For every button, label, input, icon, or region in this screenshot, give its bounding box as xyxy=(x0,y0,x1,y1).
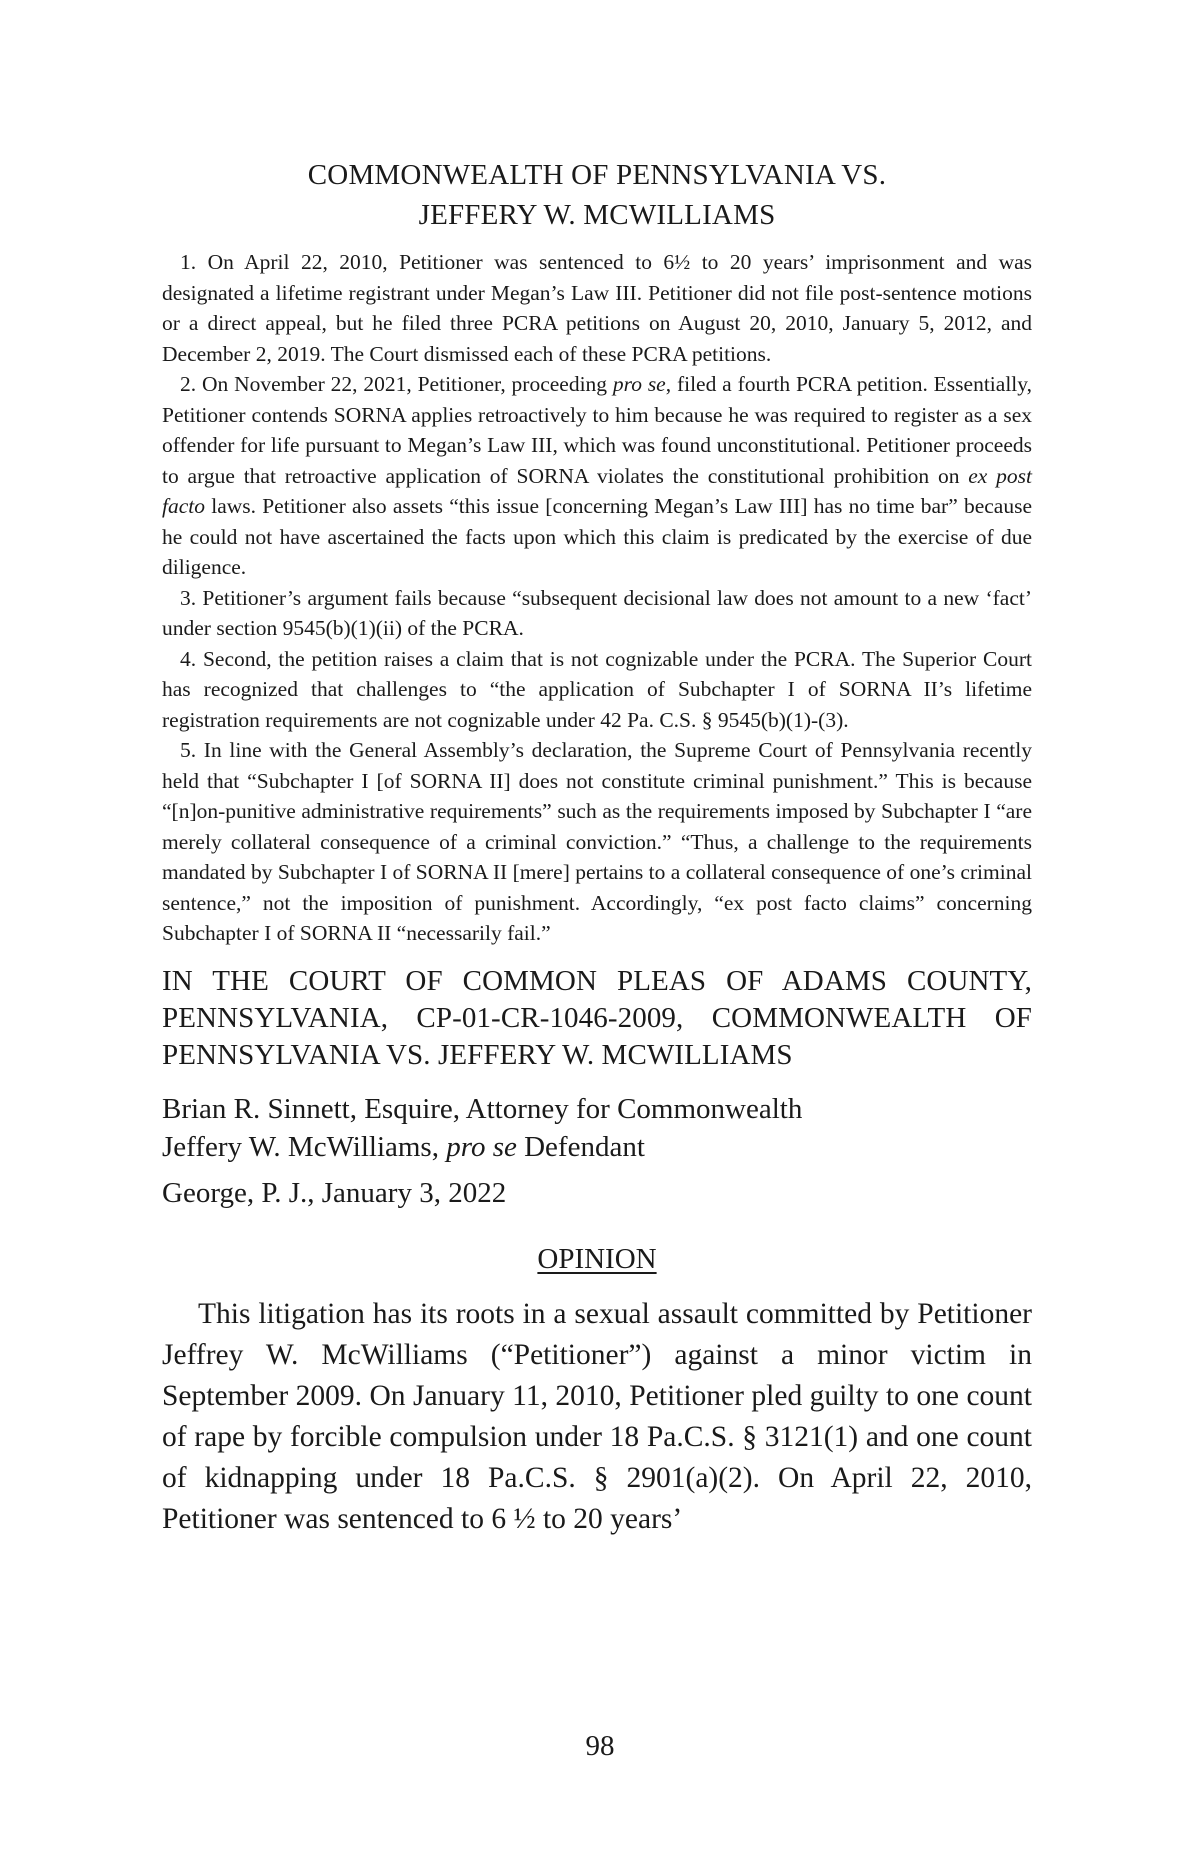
counsel-block xyxy=(162,1090,1032,1166)
headnotes xyxy=(162,247,1032,949)
headnote-text-run: Second, the petition raises a claim that is not cognizable under the PCRA. The Superior Court has recognized that challenges to “the application of Subchapter I of SORNA II’s lifetime registration requirements are not cognizable under 42 Pa. C.S. § 9545(b)(1)-(3). xyxy=(162,646,1033,732)
headnote-5 xyxy=(162,735,1032,949)
headnote-italic-run: pro se xyxy=(612,372,666,396)
running-head-line-1: COMMONWEALTH OF PENNSYLVANIA VS. xyxy=(307,159,887,191)
headnote-text-run: On April 22, 2010, Petitioner was sentenced to 6½ to 20 years’ imprisonment and was designated a lifetime registrant under Megan’s Law III. Petitioner did not file post-sentence motions or a direct appeal, but he filed three PCRA petitions on August 20, 2010, January 5, 2012, and December 2, 2019. The Court dismissed each of these PCRA petitions. xyxy=(162,250,1032,366)
headnote-text-run: Petitioner’s argument fails because “subsequent decisional law does not amount to a new ‘fact’ under section 9545(b)(1)(ii) of the PCRA. xyxy=(162,585,1033,640)
running-head xyxy=(162,155,1032,235)
pro-se-label: pro se xyxy=(446,1130,517,1163)
page-number: 98 xyxy=(585,1730,615,1762)
headnote-text-run: , filed a fourth PCRA petition. Essentially, Petitioner contends SORNA applies retroactively to him because he was required to register as a sex offender for life pursuant to Megan’s Law III, which was found unconstitutional. Petitioner proceeds to argue that retroactive application of SORNA violates the constitutional prohibition on xyxy=(162,372,1032,488)
judge-date-line: George, P. J., January 3, 2022 xyxy=(162,1176,507,1209)
case-caption: IN THE COURT OF COMMON PLEAS OF ADAMS COUNTY, PENNSYLVANIA, CP-01-CR-1046-2009, COMMONWEALTH OF PENNSYLVANIA VS. JEFFERY W. MCWILLIAMS xyxy=(162,964,1032,1071)
headnote-4 xyxy=(162,644,1032,736)
counsel-defendant xyxy=(162,1128,1032,1166)
headnote-italic-run: ex post facto xyxy=(162,463,1032,518)
counsel-commonwealth: Brian R. Sinnett, Esquire, Attorney for Commonwealth xyxy=(162,1092,803,1125)
defendant-role: Defendant xyxy=(516,1130,645,1163)
headnote-text-run: In line with the General Assembly’s declaration, the Supreme Court of Pennsylvania recently held that “Subchapter I [of SORNA II] does not constitute criminal punishment.” This is because “[n]on-punitive administrative requirements” such as the requirements imposed by Subchapter I “are merely collateral consequence of a criminal conviction.” “Thus, a challenge to the requirements mandated by Subchapter I of SORNA II [mere] pertains to a collateral consequence of one’s criminal sentence,” not the imposition of punishment. Accordingly, “ex post facto claims” concerning Subchapter I of SORNA II “necessarily fail.” xyxy=(162,738,1032,945)
headnote-text-run: On November 22, 2021, Petitioner, proceeding xyxy=(201,372,613,396)
opinion-heading xyxy=(162,1240,1032,1278)
headnote-number: 3. xyxy=(180,585,203,610)
document-page xyxy=(162,155,1032,1540)
headnote-number: 4. xyxy=(180,646,203,671)
running-head-line-2: JEFFERY W. MCWILLIAMS xyxy=(418,199,776,231)
headnote-text-run: laws. Petitioner also assets “this issue [concerning Megan’s Law III] has no time bar” because he could not have ascertained the facts upon which this claim is predicated by the exercise of due diligence. xyxy=(162,494,1032,579)
defendant-name: Jeffery W. McWilliams, xyxy=(162,1130,447,1163)
opinion-body-paragraph: This litigation has its roots in a sexual assault committed by Petitioner Jeffrey W. McWilliams (“Petitioner”) against a minor victim in September 2009. On January 11, 2010, Petitioner pled guilty to one count of rape by forcible compulsion under 18 Pa.C.S. § 3121(1) and one count of kidnapping under 18 Pa.C.S. § 2901(a)(2). On April 22, 2010, Petitioner was sentenced to 6 ½ to 20 years’ xyxy=(162,1297,1032,1535)
headnote-3 xyxy=(162,583,1032,644)
headnote-number: 1. xyxy=(180,250,208,274)
headnote-number: 5. xyxy=(180,738,204,762)
headnote-1 xyxy=(162,247,1032,369)
headnote-number: 2. xyxy=(180,372,202,396)
headnote-2 xyxy=(162,369,1032,583)
opinion-heading-text: OPINION xyxy=(537,1242,657,1275)
